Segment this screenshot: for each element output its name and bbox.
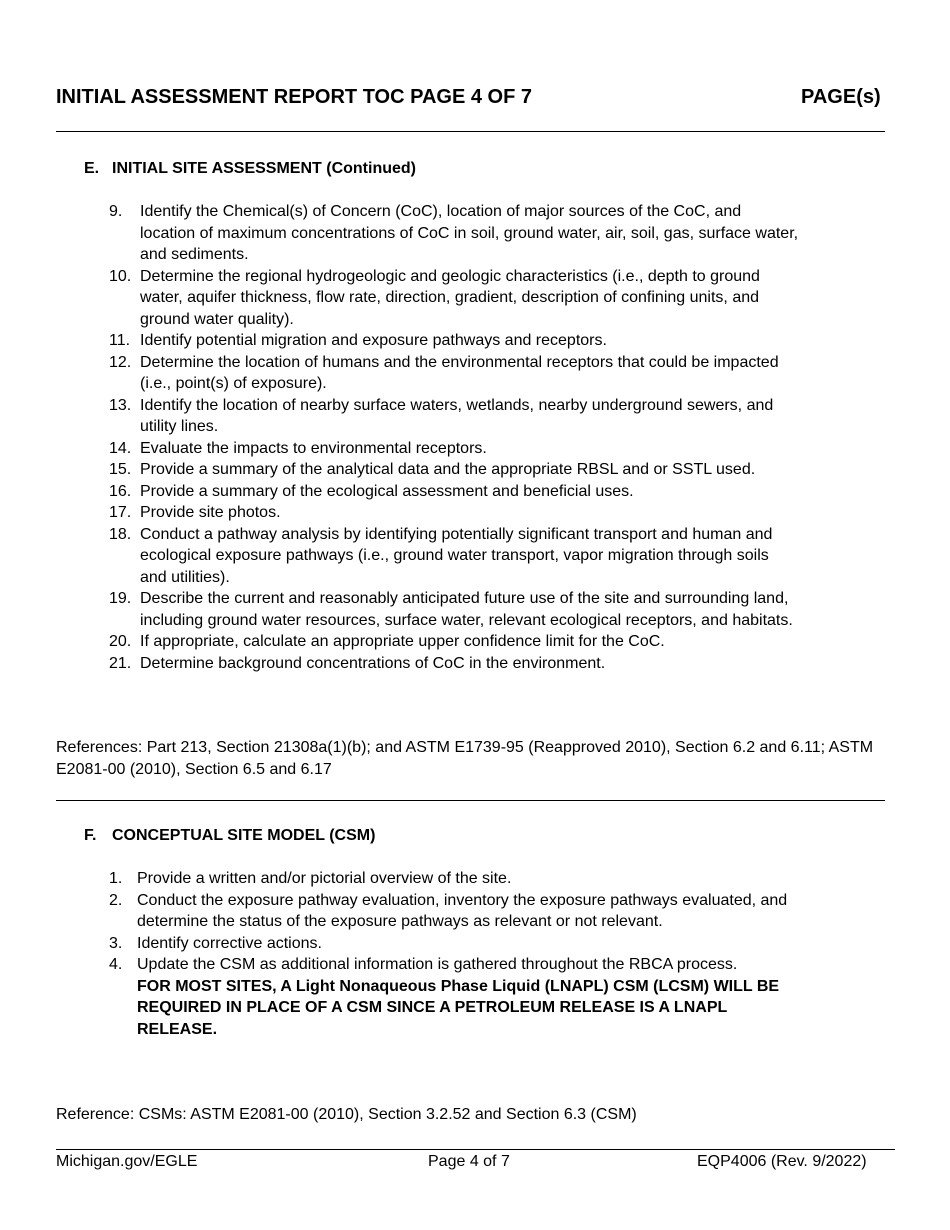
list-item bbox=[109, 330, 799, 352]
section-e-heading bbox=[84, 160, 416, 178]
list-item bbox=[109, 933, 799, 955]
item-number: 9. bbox=[109, 203, 123, 220]
item-number: 14. bbox=[109, 439, 132, 457]
footer-page-number: Page 4 of 7 bbox=[428, 1153, 510, 1170]
page-title: INITIAL ASSESSMENT REPORT TOC PAGE 4 OF 7 bbox=[56, 86, 532, 108]
item-text: Provide a written and/or pictorial overview of the site. bbox=[137, 870, 512, 887]
list-item bbox=[109, 201, 799, 266]
item-text: Identify potential migration and exposure pathways and receptors. bbox=[140, 332, 607, 349]
list-item bbox=[109, 395, 799, 438]
item-text: Identify the location of nearby surface waters, wetlands, nearby underground sewers, and utility lines. bbox=[140, 396, 774, 435]
item-text: Determine background concentrations of CoC in the environment. bbox=[140, 654, 606, 672]
list-item bbox=[109, 481, 799, 503]
item-text: Evaluate the impacts to environmental receptors. bbox=[140, 439, 487, 457]
item-number: 21. bbox=[109, 654, 132, 672]
item-number: 11. bbox=[109, 332, 131, 349]
item-text: Conduct a pathway analysis by identifying potentially significant transport and human and ecological exposure pathways (i.e., ground water transport, vapor migration through soils and utilities). bbox=[140, 525, 773, 586]
item-text: Determine the location of humans and the environmental receptors that could be impacted (i.e., point(s) of exposure). bbox=[140, 353, 779, 392]
list-item bbox=[109, 631, 799, 653]
list-item bbox=[109, 459, 799, 481]
section-divider bbox=[56, 800, 885, 801]
section-f-letter: F. bbox=[84, 827, 97, 844]
item-text: Identify corrective actions. bbox=[137, 934, 322, 952]
list-item bbox=[109, 588, 799, 631]
pages-label: PAGE(s) bbox=[801, 86, 881, 108]
item-number: 20. bbox=[109, 633, 132, 650]
section-f-title: CONCEPTUAL SITE MODEL (CSM) bbox=[112, 827, 376, 844]
section-f-reference: Reference: CSMs: ASTM E2081-00 (2010), Section 3.2.52 and Section 6.3 (CSM) bbox=[56, 1106, 637, 1123]
item-number: 15. bbox=[109, 461, 132, 478]
list-item bbox=[109, 954, 799, 1040]
item-text: Provide a summary of the analytical data and the appropriate RBSL and or SSTL used. bbox=[140, 461, 756, 478]
item-text: Provide site photos. bbox=[140, 504, 281, 521]
item-number: 17. bbox=[109, 504, 132, 521]
item-text: Update the CSM as additional information is gathered throughout the RBCA process. bbox=[137, 956, 738, 973]
item-number: 1. bbox=[109, 870, 123, 887]
list-item bbox=[109, 438, 799, 460]
section-e-title: INITIAL SITE ASSESSMENT (Continued) bbox=[112, 160, 416, 177]
section-e-references: References: Part 213, Section 21308a(1)(b); and ASTM E1739-95 (Reapproved 2010), Section 6.2 and 6.11; ASTM E2081-00 (2010), Section 6.5 and 6.17 bbox=[56, 739, 874, 778]
item-number: 19. bbox=[109, 590, 132, 607]
list-item bbox=[109, 524, 799, 589]
item-number: 3. bbox=[109, 934, 123, 952]
list-item bbox=[109, 352, 799, 395]
section-e-list bbox=[109, 201, 799, 674]
footer-divider bbox=[56, 1149, 895, 1150]
section-e-letter: E. bbox=[84, 160, 100, 177]
header-divider bbox=[56, 131, 885, 132]
lnapl-note: FOR MOST SITES, A Light Nonaqueous Phase Liquid (LNAPL) CSM (LCSM) WILL BE REQUIRED IN PLACE OF A CSM SINCE A PETROLEUM RELEASE IS A LNAPL RELEASE. bbox=[137, 977, 780, 1038]
item-text: Provide a summary of the ecological assessment and beneficial uses. bbox=[140, 482, 634, 500]
list-item bbox=[109, 653, 799, 675]
item-number: 10. bbox=[109, 267, 132, 285]
item-text: Describe the current and reasonably anticipated future use of the site and surrounding land, including ground water resources, surface water, relevant ecological receptors, and habitats. bbox=[140, 590, 793, 629]
item-text: Conduct the exposure pathway evaluation, inventory the exposure pathways evaluated, and determine the status of the exposure pathways as relevant or not relevant. bbox=[137, 891, 788, 930]
item-number: 2. bbox=[109, 891, 123, 909]
item-number: 4. bbox=[109, 956, 123, 973]
section-f-heading bbox=[84, 827, 375, 845]
section-f-list bbox=[109, 868, 799, 1040]
item-number: 16. bbox=[109, 482, 132, 500]
item-text: Identify the Chemical(s) of Concern (CoC), location of major sources of the CoC, and location of maximum concentrations of CoC in soil, ground water, air, soil, gas, surface water, and sediments. bbox=[140, 203, 799, 263]
list-item bbox=[109, 868, 799, 890]
list-item bbox=[109, 890, 799, 933]
list-item bbox=[109, 502, 799, 524]
footer-website: Michigan.gov/EGLE bbox=[56, 1153, 198, 1170]
footer-form-id: EQP4006 (Rev. 9/2022) bbox=[697, 1153, 867, 1170]
item-text: Determine the regional hydrogeologic and geologic characteristics (i.e., depth to ground water, aquifer thickness, flow rate, direction, gradient, description of confining units, and ground water quality). bbox=[140, 267, 760, 328]
item-number: 18. bbox=[109, 525, 132, 543]
item-text: If appropriate, calculate an appropriate upper confidence limit for the CoC. bbox=[140, 633, 665, 650]
item-number: 12. bbox=[109, 353, 132, 371]
list-item bbox=[109, 266, 799, 331]
item-number: 13. bbox=[109, 396, 132, 414]
